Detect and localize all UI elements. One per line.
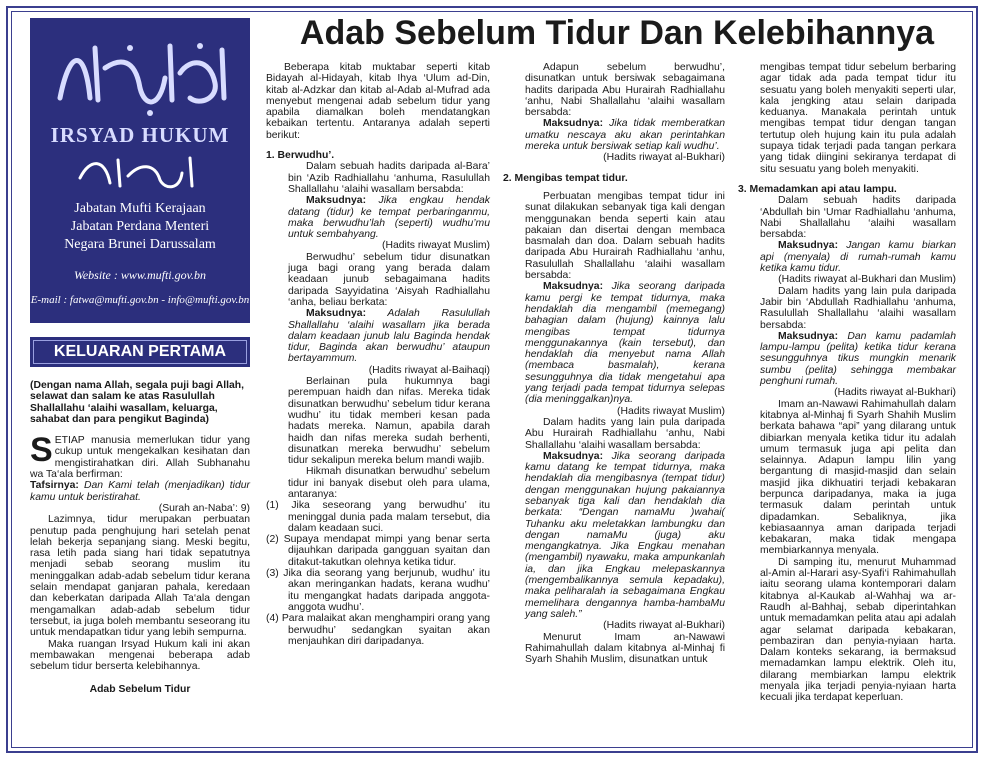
list-item: (3) Jika dia seorang yang berjunub, wudhu’ itu akan meringankan hadats, kerana wudhu’ itu mengangkat hadats daripada anggota-anggota wudhu’.: [266, 568, 490, 613]
column-4: [738, 62, 956, 704]
intro-p3: Maka ruangan Irsyad Hukum kali ini akan membawakan mengenai beberapa adab sebelum tidur berserta kelebihannya.: [30, 638, 250, 673]
col4-para-4: Di samping itu, menurut Muhammad al-Amin al-Harari asy-Syafi‘i Rahimahullah iaitu seorang ulama kontemporari dalam kitabnya al-Kaukab al-Wahhaj wa ar-Raudh al-Bahhaj, sebab diperintahkan untuk memadamkan pelita atau api adalah agar selamat daripada kebakaran, pembaziran dan penyia-nyiaan harta. Dalam konteks sekarang, ia bermaksud memadamkan lampu elektrik. Oleh itu, dilarang membiarkan lampu elektrik menyala jika terjadi penyia-nyiaan harta kecuali jika terdapat keperluan.: [760, 556, 956, 704]
col3-para-1: Adapun sebelum berwudhu’, disunatkan untuk bersiwak sebagaimana hadits daripada Abu Hurairah Radhiallahu ‘anhu, Nabi Shallallahu ‘alaihi wasallam bersabda:: [525, 62, 725, 119]
arabic-subtitle-calligraphy: [70, 148, 210, 198]
col4-source-1: (Hadits riwayat al-Bukhari dan Muslim): [778, 274, 956, 286]
maksudnya-label: Maksudnya:: [306, 195, 367, 207]
column-2: [266, 62, 490, 647]
irsyad-hukum-banner: [30, 18, 250, 323]
col2-maksud-1: Jika engkau hendak datang (tidur) ke tempat perbaringanmu, maka berwudhu’lah (seperti) wudhu’mu untuk sembahyang.: [288, 195, 491, 241]
maksudnya-label: Maksudnya:: [543, 450, 604, 462]
col3-maksud-3: Jika seorang daripada kamu datang ke tempat tidurnya, maka hendaklah dia mengibasnya (tempat tidur) dengan menggunakan hujung pakaiannya sebanyak tiga kali dan hendaklah dia berkata: “Dengan namaMu )wahai( Tuhanku aku meletakkan lambungku dan dengan namaMu (juga) aku mengangkatnya. Jika Engkau menahan (mengambil) nyawaku, maka ampunkanlah ia, dan jika Engkau melepaskannya (mengembalikannya semula kepadaku), maka peliharalah ia sebagaimana Engkau memelihara dengannya hamba-hambaMu yang saleh.”: [525, 450, 726, 620]
tafsir-label: Tafsirnya:: [30, 480, 79, 492]
maksudnya-label: Maksudnya:: [306, 308, 367, 320]
tafsir-source: (Surah an-Naba’: 9): [158, 502, 250, 514]
col4-maksud-1: Jangan kamu biarkan api (menyala) di rumah-rumah kamu ketika kamu tidur.: [760, 240, 956, 275]
col4-h3-para: Dalam sebuah hadits daripada ‘Abdullah bin ‘Umar Radhiallahu ‘anhuma, Nabi Shallallahu ‘alaihi wasallam bersabda:: [760, 195, 956, 241]
col4-para-1: mengibas tempat tidur sebelum berbaring agar tidak ada pada tempat tidur itu sesuatu yang boleh menyakiti seperti ular, kala jengking atau selain daripada keduanya. Manakala perintah untuk mengibas tempat tidur dengan tangan tertutup oleh hujung kain itu pula adalah supaya tidak terjadi pada tangan perkara yang tidak diingini sekiranya terdapat di situ sesuatu yang boleh menyakiti.: [760, 62, 956, 175]
col3-para-2: Perbuatan mengibas tempat tidur ini sunat dilakukan sebanyak tiga kali dengan menggunakan benda seperti kain atau pakaian dan disertai dengan membaca basmalah dan doa. Dalam sebuah hadits daripada Abu Hurairah Radhiallahu ‘anhu, Rasulullah Shallallahu ‘alaihi wasallam bersabda:: [525, 190, 725, 282]
maksudnya-label: Maksudnya:: [778, 240, 839, 252]
org-line-2: Jabatan Perdana Menteri: [70, 219, 210, 234]
col2-h1-para: Dalam sebuah hadits daripada al-Bara’ bin ‘Azib Radhiallahu ‘anhuma, Rasulullah Shallallahu ‘alaihi wasallam bersabda:: [288, 161, 490, 195]
col4-maksud-2: Dan kamu padamlah lampu-lampu (pelita) ketika tidur kerana sesungguhnya tikus mungkin menarik sumbu (pelita) sehingga membakar penghuni rumah.: [760, 330, 956, 388]
org-line-1: Jabatan Mufti Kerajaan: [74, 201, 206, 216]
heading-mengibas: 2. Mengibas tempat tidur.: [503, 172, 628, 184]
badge-inner-border: [33, 340, 247, 364]
col4-source-2: (Hadits riwayat al-Bukhari): [834, 387, 956, 399]
intro-p1: ETIAP manusia memerlukan tidur yang cukup untuk mengekalkan kesihatan dan mengistirahatkan diri. Allah Subhanahu wa Ta‘ala berfirman:: [30, 435, 250, 481]
org-line-3: Negara Brunei Darussalam: [64, 237, 216, 252]
col4-para-2: Dalam hadits yang lain pula daripada Jabir bin ‘Abdullah Radhiallahu ‘anhuma, Rasulullah Shallallahu ‘alaihi wasallam bersabda:: [760, 285, 956, 331]
banner-title: IRSYAD HUKUM: [50, 123, 230, 147]
tafsir-text: Dan Kami telah (menjadikan) tidur kamu untuk beristirahat.: [30, 480, 251, 503]
maksudnya-label: Maksudnya:: [543, 118, 604, 130]
intro-bismillah: (Dengan nama Allah, segala puji bagi Allah, selawat dan salam ke atas Rasulullah Shallallahu ‘alaihi wasallam, keluarga, sahabat dan para pengikut Baginda): [30, 380, 245, 425]
heading-memadamkan: 3. Memadamkan api atau lampu.: [738, 183, 897, 195]
col4-para-3: Imam an-Nawawi Rahimahullah dalam kitabnya al-Minhaj fi Syarh Shahih Muslim berkata bahawa “api” yang dilarang untuk dibiarkan menyala ketika tidur itu adalah umum termasuk juga api pelita dan selainnya. Adapun lampu lilin yang bergantung di masjid-masjid dan selain masjid jika dikhuatiri terjadi kebakaran berpunca daripadanya, maka ia juga termasuk dalam perintah untuk dipadamkan. Sebaliknya, jika kebiasaannya aman daripada terjadi kebakaran, maka tidak mengapa membiarkannya menyala.: [760, 398, 956, 557]
col2-maksud-2: Adalah Rasulullah Shallallahu ‘alaihi wasallam jika berada dalam keadaan junub lalu Baginda hendak tidur, Baginda akan berwudhu’ ataupun bertayammum.: [288, 308, 490, 365]
col3-para-3: Dalam hadits yang lain pula daripada Abu Hurairah Radhiallahu ‘anhu, Nabi Shallallahu ‘alaihi wasallam bersabda:: [525, 416, 725, 451]
banner-email[interactable]: E-mail : fatwa@mufti.gov.bn - info@mufti.gov.bn: [30, 294, 250, 306]
intro-column: [30, 380, 250, 696]
col3-source-1: (Hadits riwayat al-Bukhari): [603, 152, 725, 164]
col3-maksud-2: Jika seorang daripada kamu pergi ke tempat tidurnya, maka hendaklah dia mengambil (memegang) bahagian dalam (hujung) kainnya lalu mengibas tempat tidurnya menggunakannya (kain tersebut), dan hendaklah dia menyebut nama Allah (membaca basmalah), kerana sesungguhnya dia tidak mengetahui apa yang terjadi pada tempat tidurnya selepas (dia meninggalkan)nya.: [525, 281, 726, 406]
col3-para-4: Menurut Imam an-Nawawi Rahimahullah dalam kitabnya al-Minhaj fi Syarh Shahih Muslim, disunatkan untuk: [525, 631, 725, 666]
col2-intro: Beberapa kitab muktabar seperti kitab Bidayah al-Hidayah, kitab Ihya ‘Ulum ad-Din, kitab al-Adzkar dan kitab al-Adab al-Mufrad ada menyebut mengenai adab sebelum tidur yang apabila diamalkan boleh mendatangkan kebaikan tertentu. Antaranya adalah seperti berikut:: [266, 62, 490, 141]
col3-source-2: (Hadits riwayat Muslim): [617, 405, 725, 417]
dropcap: S: [30, 431, 53, 470]
list-item: (4) Para malaikat akan menghampiri orang yang berwudhu’ sedangkan syaitan akan menjauhkan diri daripadanya.: [266, 613, 490, 647]
headline: Adab Sebelum Tidur Dan Kelebihannya: [299, 14, 935, 52]
col2-para-4: Hikmah disunatkan berwudhu’ sebelum tidur ini banyak disebut oleh para ulama, antaranya:: [288, 466, 490, 500]
banner-organisation: [30, 200, 250, 254]
banner-website[interactable]: Website : www.mufti.gov.bn: [73, 268, 207, 282]
list-item: (1) Jika seseorang yang berwudhu’ itu meninggal dunia pada malam tersebut, dia dalam keadaan suci.: [266, 500, 490, 534]
col2-para-2: Berwudhu’ sebelum tidur disunatkan juga bagi orang yang berada dalam keadaan junub sebagaimana hadits daripada Sayyidatina ‘Aisyah Radhiallahu ‘anha, beliau berkata:: [288, 251, 490, 308]
keluaran-pertama-badge: [30, 337, 250, 367]
column-3: [503, 62, 725, 665]
intro-footer: Adab Sebelum Tidur: [89, 684, 191, 696]
arabic-calligraphy-logo: [40, 28, 240, 120]
intro-p2: Lazimnya, tidur merupakan perbuatan penutup pada penghujung hari setelah penat lelah bekerja sepanjang siang. Meski begitu, rasa letih pada siang hari tidak sepatutnya menjadi sebab seorang muslim itu meninggalkan adab-adab sebelum tidur kerana selain mendapat ganjaran pahala, keredaan dan keberkatan daripada Allah Ta‘ala dengan mengamalkan adab-adab sebelum tidur tersebut, ia juga boleh membantu seseorang itu untuk mendapatkan tidur yang lebih sempurna.: [30, 514, 250, 639]
col2-source-2: (Hadits riwayat al-Baihaqi): [368, 364, 490, 376]
col3-source-3: (Hadits riwayat al-Bukhari): [603, 620, 725, 632]
col2-source-1: (Hadits riwayat Muslim): [382, 240, 490, 252]
heading-berwudhu: 1. Berwudhu’.: [266, 150, 335, 162]
list-item: (2) Supaya mendapat mimpi yang benar serta dijauhkan daripada gangguan syaitan dan ditakut-takutkan olehnya ketika tidur.: [266, 534, 490, 568]
maksudnya-label: Maksudnya:: [778, 330, 839, 342]
badge-label: KELUARAN PERTAMA: [53, 343, 227, 360]
maksudnya-label: Maksudnya:: [543, 281, 604, 293]
col2-para-3: Berlainan pula hukumnya bagi perempuan haidh dan nifas. Mereka tidak disunatkan berwudhu’ sebelum tidur kerana wudhu’ itu tidak memberi kesan pada hadats mereka. Namun, apabila darah haidh dan nifas mereka sudah berhenti, disunatkan mereka berwudhu’ sebelum tidur sekalipun mereka belum mandi wajib.: [288, 376, 490, 467]
col3-maksud-1: Jika tidak memberatkan umatku nescaya aku akan perintahkan mereka untuk bersiwak setiap kali wudhu’.: [525, 118, 725, 153]
